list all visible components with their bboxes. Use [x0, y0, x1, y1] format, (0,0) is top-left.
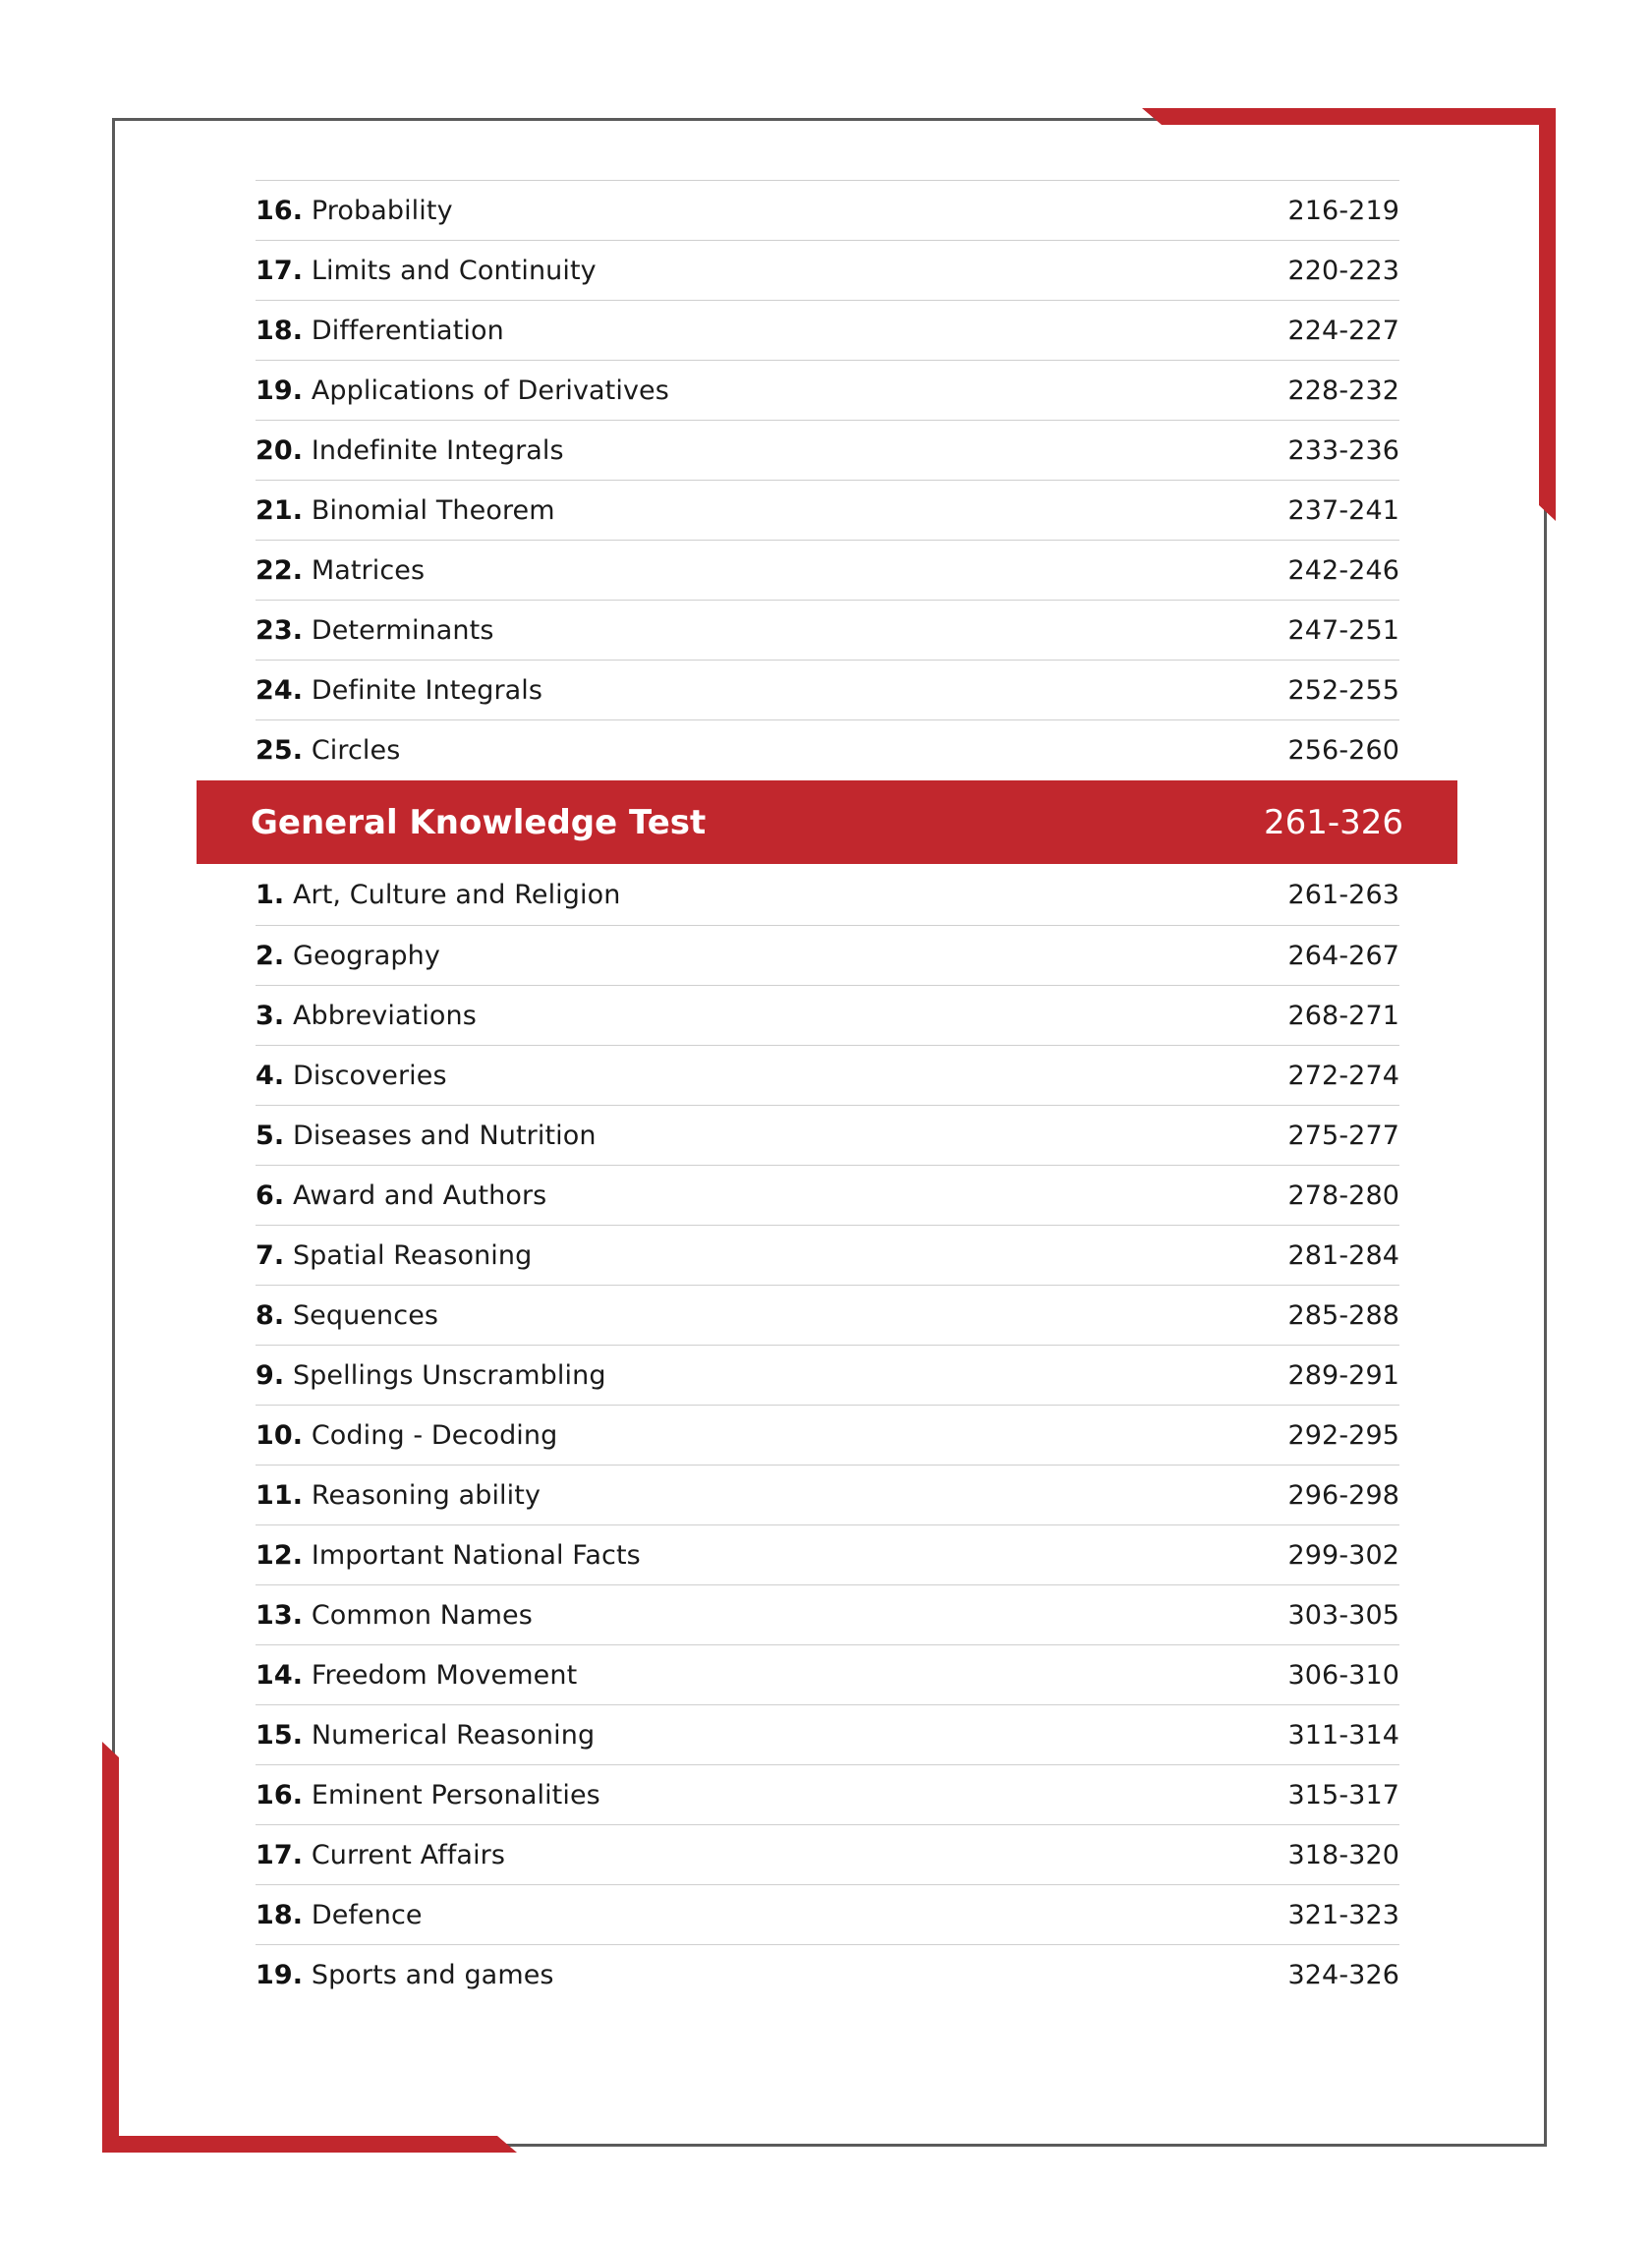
toc-entry-number: 14.: [256, 1659, 304, 1691]
toc-entry[interactable]: [256, 985, 1399, 1045]
toc-entry[interactable]: [256, 1225, 1399, 1285]
toc-entry-pages: 324-326: [1287, 1959, 1399, 1990]
toc-entry[interactable]: [256, 1405, 1399, 1465]
toc-entry-pages: 299-302: [1287, 1539, 1399, 1571]
toc-entry-number: 21.: [256, 494, 304, 526]
toc-entry-pages: 216-219: [1287, 195, 1399, 226]
toc-entry-title: Differentiation: [311, 315, 504, 346]
toc-entry[interactable]: [256, 1285, 1399, 1345]
toc-entry-pages: 311-314: [1287, 1719, 1399, 1751]
toc-entry[interactable]: [256, 1644, 1399, 1704]
toc-entry[interactable]: [256, 660, 1399, 719]
toc-entry[interactable]: [256, 1824, 1399, 1884]
toc-entry[interactable]: [256, 1045, 1399, 1105]
toc-entry-label: [256, 1900, 423, 1930]
toc-entry-pages: 242-246: [1287, 554, 1399, 586]
toc-entry-title: Applications of Derivatives: [311, 374, 669, 406]
toc-entry-pages: 318-320: [1287, 1839, 1399, 1870]
toc-entry-pages: 224-227: [1287, 315, 1399, 346]
toc-entry-label: [256, 735, 400, 766]
toc-entry-number: 1.: [256, 880, 285, 910]
toc-entry-label: [256, 1420, 557, 1451]
toc-entry[interactable]: [256, 300, 1399, 360]
toc-entry-pages: 264-267: [1287, 940, 1399, 971]
toc-entry-label: [256, 615, 493, 646]
toc-entry-label: [256, 1240, 532, 1271]
toc-entry-number: 8.: [256, 1299, 285, 1331]
toc-entry-number: 23.: [256, 614, 304, 646]
toc-entry-label: [256, 675, 542, 706]
toc-entry-number: 4.: [256, 1060, 285, 1091]
toc-entry[interactable]: [256, 925, 1399, 985]
toc-entry-title: Binomial Theorem: [311, 494, 555, 526]
toc-entry-number: 19.: [256, 1959, 304, 1990]
toc-entry-pages: 261-263: [1287, 880, 1399, 910]
toc-entry-number: 9.: [256, 1359, 285, 1391]
toc-entry[interactable]: [256, 1345, 1399, 1405]
toc-list: [256, 865, 1399, 2004]
toc-entry-title: Reasoning ability: [311, 1479, 541, 1511]
toc-entry[interactable]: [256, 865, 1399, 925]
toc-entry-title: Circles: [311, 734, 401, 766]
toc-entry-number: 6.: [256, 1179, 285, 1211]
toc-entry[interactable]: [256, 1524, 1399, 1584]
section-header-general-knowledge[interactable]: [197, 780, 1457, 864]
toc-entry-pages: 237-241: [1287, 494, 1399, 526]
toc-entry-label: [256, 1720, 595, 1751]
toc-entry-title: Important National Facts: [311, 1539, 641, 1571]
toc-entry-label: [256, 196, 453, 226]
toc-entry-number: 19.: [256, 374, 304, 406]
toc-entry[interactable]: [256, 420, 1399, 480]
toc-entry-pages: 292-295: [1287, 1419, 1399, 1451]
toc-entry-pages: 315-317: [1287, 1779, 1399, 1811]
corner-accent-top-right-horizontal: [1142, 108, 1556, 125]
toc-entry-label: [256, 941, 440, 971]
toc-entry-label: [256, 1660, 577, 1691]
toc-entry[interactable]: [256, 1105, 1399, 1165]
toc-entry-label: [256, 1061, 447, 1091]
toc-entry-number: 3.: [256, 1000, 285, 1031]
toc-entry-label: [256, 880, 620, 910]
toc-entry-title: Coding - Decoding: [311, 1419, 558, 1451]
toc-entry-title: Sequences: [292, 1299, 439, 1331]
toc-entry-number: 10.: [256, 1419, 304, 1451]
toc-entry-title: Sports and games: [311, 1959, 554, 1990]
toc-entry-number: 5.: [256, 1120, 285, 1151]
toc-entry-title: Defence: [311, 1899, 423, 1930]
toc-entry-label: [256, 435, 564, 466]
toc-entry[interactable]: [256, 600, 1399, 660]
toc-entry[interactable]: [256, 240, 1399, 300]
toc-entry[interactable]: [256, 1165, 1399, 1225]
toc-entry[interactable]: [256, 1764, 1399, 1824]
toc-entry-pages: 247-251: [1287, 614, 1399, 646]
toc-entry-label: [256, 1600, 533, 1631]
corner-accent-bottom-left-horizontal: [102, 2136, 517, 2153]
toc-entry-title: Indefinite Integrals: [311, 434, 564, 466]
toc-entry-label: [256, 256, 597, 286]
toc-entry-pages: 233-236: [1287, 434, 1399, 466]
toc-entry-pages: 256-260: [1287, 734, 1399, 766]
toc-entry-number: 17.: [256, 255, 304, 286]
toc-entry-title: Discoveries: [292, 1060, 447, 1091]
toc-entry-title: Spatial Reasoning: [292, 1239, 533, 1271]
toc-list: [256, 180, 1399, 779]
toc-entry-number: 20.: [256, 434, 304, 466]
toc-entry-pages: 278-280: [1287, 1179, 1399, 1211]
toc-entry-title: Award and Authors: [292, 1179, 547, 1211]
section-title: General Knowledge Test: [251, 802, 707, 842]
toc-entry-label: [256, 1300, 438, 1331]
toc-entry-label: [256, 1121, 597, 1151]
toc-entry[interactable]: [256, 540, 1399, 600]
toc-entry[interactable]: [256, 1704, 1399, 1764]
toc-entry-pages: 289-291: [1287, 1359, 1399, 1391]
toc-entry-label: [256, 1840, 505, 1870]
toc-entry-pages: 321-323: [1287, 1899, 1399, 1930]
toc-entry-pages: 268-271: [1287, 1000, 1399, 1031]
toc-entry[interactable]: [256, 1944, 1399, 2004]
toc-entry-label: [256, 495, 555, 526]
toc-entry-number: 16.: [256, 1779, 304, 1811]
toc-entry-pages: 252-255: [1287, 674, 1399, 706]
toc-entry-title: Eminent Personalities: [311, 1779, 600, 1811]
toc-entry[interactable]: [256, 480, 1399, 540]
toc-entry-label: [256, 1780, 600, 1811]
toc-entry-number: 17.: [256, 1839, 304, 1870]
toc-entry-label: [256, 1001, 477, 1031]
toc-entry-label: [256, 316, 504, 346]
toc-entry-label: [256, 1180, 546, 1211]
toc-entry-number: 11.: [256, 1479, 304, 1511]
corner-accent-top-right-vertical: [1539, 108, 1556, 521]
toc-entry-number: 24.: [256, 674, 304, 706]
toc-entry-title: Probability: [311, 195, 453, 226]
toc-entry[interactable]: [256, 1584, 1399, 1644]
corner-accent-bottom-left-vertical: [102, 1742, 119, 2153]
toc-entry-number: 22.: [256, 554, 304, 586]
toc-entry-label: [256, 1540, 641, 1571]
toc-entry-number: 15.: [256, 1719, 304, 1751]
toc-entry-title: Matrices: [311, 554, 426, 586]
toc-entry-number: 2.: [256, 940, 285, 971]
toc-entry-title: Art, Culture and Religion: [292, 880, 621, 910]
toc-entry-number: 12.: [256, 1539, 304, 1571]
toc-entry-pages: 303-305: [1287, 1599, 1399, 1631]
toc-entry-title: Limits and Continuity: [311, 255, 597, 286]
toc-entry-pages: 220-223: [1287, 255, 1399, 286]
toc-entry[interactable]: [256, 1465, 1399, 1524]
toc-entry[interactable]: [256, 360, 1399, 420]
toc-entry-pages: 296-298: [1287, 1479, 1399, 1511]
toc-entry-title: Diseases and Nutrition: [292, 1120, 597, 1151]
toc-entry-label: [256, 555, 425, 586]
toc-entry-title: Numerical Reasoning: [311, 1719, 596, 1751]
toc-entry-label: [256, 375, 669, 406]
toc-general-knowledge: [256, 865, 1399, 2004]
section-pages: 261-326: [1263, 802, 1403, 842]
toc-entry-number: 7.: [256, 1239, 285, 1271]
toc-entry-title: Abbreviations: [292, 1000, 477, 1031]
toc-entry[interactable]: [256, 1884, 1399, 1944]
toc-entry-title: Determinants: [311, 614, 494, 646]
toc-entry-pages: 285-288: [1287, 1299, 1399, 1331]
toc-entry-number: 25.: [256, 734, 304, 766]
toc-entry-title: Common Names: [311, 1599, 533, 1631]
toc-entry-title: Current Affairs: [311, 1839, 506, 1870]
toc-entry-title: Geography: [292, 940, 440, 971]
toc-entry-number: 13.: [256, 1599, 304, 1631]
toc-entry[interactable]: [256, 719, 1399, 779]
toc-entry-title: Definite Integrals: [311, 674, 543, 706]
toc-entry-number: 18.: [256, 1899, 304, 1930]
toc-math-tail: [256, 180, 1399, 779]
toc-entry-pages: 272-274: [1287, 1060, 1399, 1091]
toc-entry-pages: 275-277: [1287, 1120, 1399, 1151]
toc-entry-pages: 281-284: [1287, 1239, 1399, 1271]
toc-entry-title: Freedom Movement: [311, 1659, 578, 1691]
toc-entry-number: 16.: [256, 195, 304, 226]
toc-entry-pages: 228-232: [1287, 374, 1399, 406]
toc-entry-label: [256, 1360, 606, 1391]
toc-entry-title: Spellings Unscrambling: [292, 1359, 606, 1391]
toc-entry-label: [256, 1480, 541, 1511]
toc-entry[interactable]: [256, 180, 1399, 240]
toc-entry-label: [256, 1960, 554, 1990]
toc-entry-number: 18.: [256, 315, 304, 346]
toc-entry-pages: 306-310: [1287, 1659, 1399, 1691]
